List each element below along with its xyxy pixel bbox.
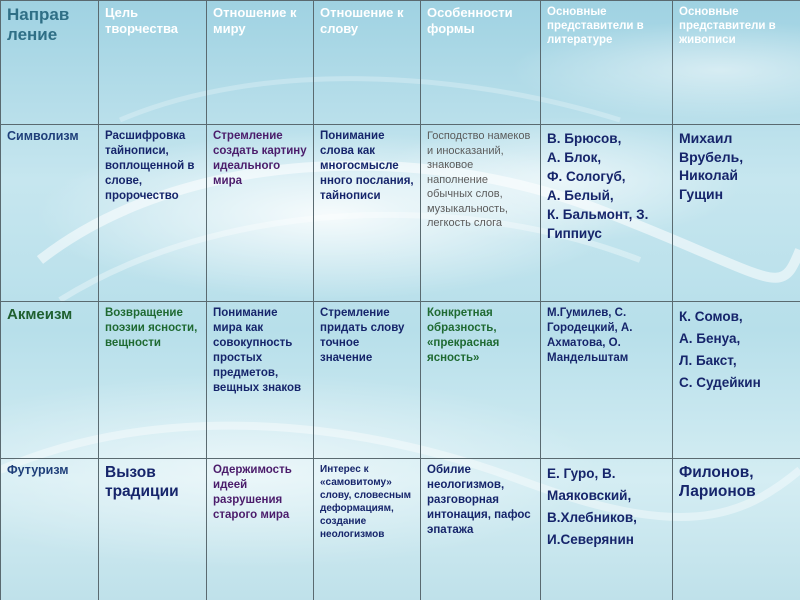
direction-cell: Акмеизм: [1, 302, 99, 459]
author: А. Блок,: [547, 150, 602, 165]
form-cell: Конкретная образность, «прекрасная ясность»: [421, 302, 541, 459]
painter: Л. Бакст,: [679, 353, 737, 368]
literature-cell: [541, 125, 673, 302]
world-cell: Понимание мира как совокупность простых предметов, вещных знаков: [207, 302, 314, 459]
form-cell: Господство намеков и иносказаний, знаковое наполнение обычных слов, музыкальность, легкость слога: [421, 125, 541, 302]
table-row-futurism: [1, 459, 800, 600]
author: Маяковский,: [547, 488, 632, 503]
direction-cell: Символизм: [1, 125, 99, 302]
literature-cell: М.Гумилев, С. Городецкий, А. Ахматова, О. Мандельштам: [541, 302, 673, 459]
form-cell: Обилие неологизмов, разговорная интонация, пафос эпатажа: [421, 459, 541, 600]
header-literature: Основные представители в литературе: [541, 1, 673, 125]
goal-cell: Возвращение поэзии ясности, вещности: [99, 302, 207, 459]
header-world: Отношение к миру: [207, 1, 314, 125]
painter: Врубель,: [679, 148, 744, 165]
table-row-acmeism: [1, 302, 800, 459]
word-cell: Понимание слова как многосмысле нного послания, тайнописи: [314, 125, 421, 302]
author: И.Северянин: [547, 532, 634, 547]
painter: Ларионов: [679, 483, 756, 500]
header-painting: Основные представители в живописи: [673, 1, 800, 125]
painter: Филонов,: [679, 464, 754, 481]
header-form: Особенности формы: [421, 1, 541, 125]
author: Ф. Сологуб,: [547, 169, 626, 184]
painting-cell: [673, 125, 800, 302]
author: А. Белый,: [547, 188, 614, 203]
goal-cell: Расшифровка тайнописи, воплощенной в слове, пророчество: [99, 125, 207, 302]
literature-cell: [541, 459, 673, 600]
goal-cell: Вызов традиции: [99, 459, 207, 600]
world-cell: Стремление создать картину идеального мира: [207, 125, 314, 302]
author: В. Брюсов,: [547, 131, 622, 146]
header-row: [1, 1, 800, 125]
painter: А. Бенуа,: [679, 331, 741, 346]
header-word: Отношение к слову: [314, 1, 421, 125]
header-direction: Направ ление: [1, 1, 99, 125]
painter: К. Сомов,: [679, 309, 743, 324]
author: В.Хлебников,: [547, 510, 637, 525]
painter: С. Судейкин: [679, 375, 761, 390]
author: Е. Гуро, В.: [547, 466, 616, 481]
word-cell: Стремление придать слову точное значение: [314, 302, 421, 459]
author: К. Бальмонт, З. Гиппиус: [547, 207, 649, 241]
painter: Гущин: [679, 185, 724, 202]
painter: Михаил: [679, 130, 733, 146]
world-cell: Одержимость идеей разрушения старого мира: [207, 459, 314, 600]
painting-cell: [673, 302, 800, 459]
painting-cell: [673, 459, 800, 600]
painter: Николай: [679, 167, 739, 183]
header-goal: Цель творчества: [99, 1, 207, 125]
table-row-symbolism: [1, 125, 800, 302]
word-cell: Интерес к «самовитому» слову, словесным деформациям, создание неологизмов: [314, 459, 421, 600]
direction-cell: Футуризм: [1, 459, 99, 600]
